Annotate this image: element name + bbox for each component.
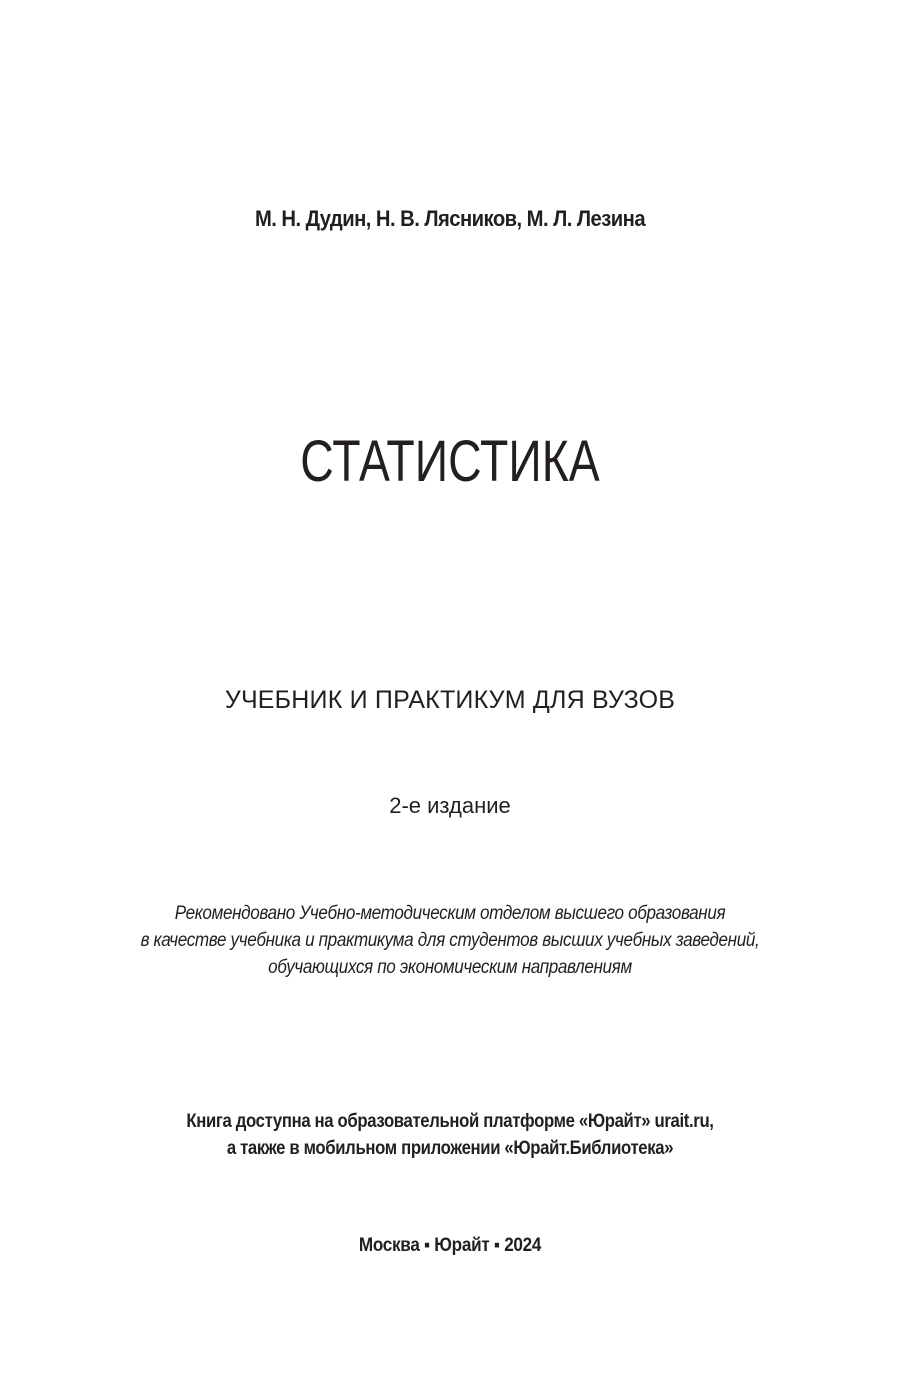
platform-note bbox=[0, 1108, 900, 1162]
book-subtitle: УЧЕБНИК И ПРАКТИКУМ ДЛЯ ВУЗОВ bbox=[224, 686, 676, 714]
book-title: СТАТИСТИКА bbox=[300, 429, 600, 494]
platform-line-1: Книга доступна на образовательной платформе «Юрайт» urait.ru, bbox=[186, 1111, 714, 1132]
recommendation-line-2: в качестве учебника и практикума для студентов высших учебных заведений, bbox=[140, 930, 760, 951]
recommendation-line-3: обучающихся по экономическим направлениям bbox=[268, 957, 632, 978]
imprint: Москва ▪ Юрайт ▪ 2024 bbox=[358, 1235, 542, 1256]
edition: 2-е издание bbox=[389, 793, 511, 818]
recommendation-line-1: Рекомендовано Учебно-методическим отделом высшего образования bbox=[174, 903, 726, 924]
platform-line-2: а также в мобильном приложении «Юрайт.Библиотека» bbox=[226, 1138, 674, 1159]
authors: М. Н. Дудин, Н. В. Лясников, М. Л. Лезина bbox=[254, 206, 646, 231]
recommendation-note bbox=[0, 900, 900, 981]
